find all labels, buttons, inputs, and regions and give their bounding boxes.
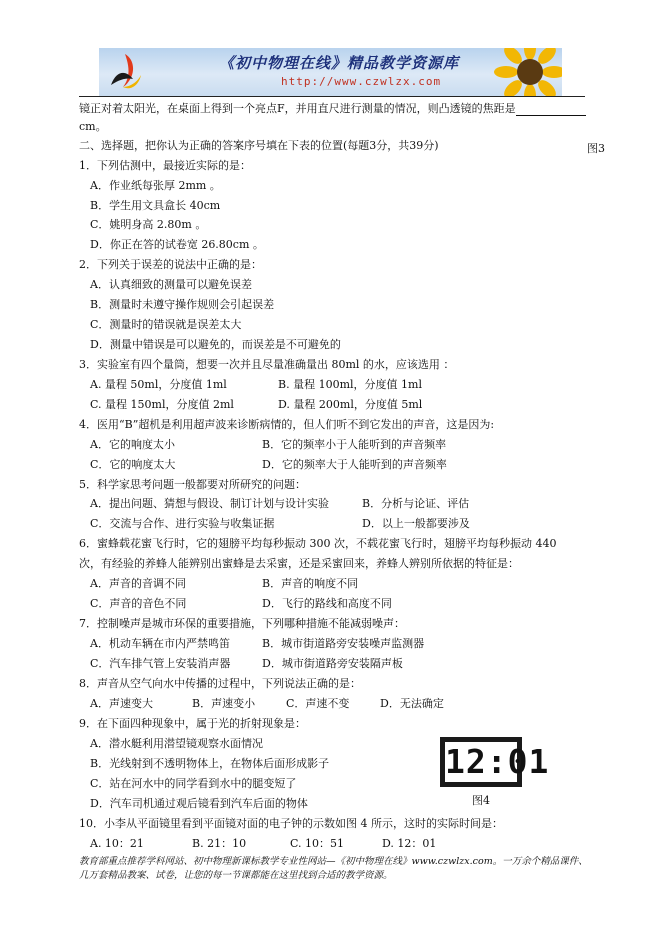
option-9b[interactable]: B．光线射到不透明物体上，在物体后面形成影子 bbox=[90, 757, 330, 770]
header-banner bbox=[99, 48, 562, 96]
option-4c[interactable]: C．它的响度太大 bbox=[90, 458, 176, 471]
section-heading: 二、选择题，把你认为正确的答案序号填在下表的位置(每题3分，共39分) bbox=[79, 139, 439, 152]
option-6a[interactable]: A．声音的音调不同 bbox=[90, 577, 186, 590]
sunflower-icon bbox=[490, 48, 562, 96]
digital-clock bbox=[440, 737, 550, 787]
figure-4-label: 图4 bbox=[472, 794, 490, 807]
question-7: 7．控制噪声是城市环保的重要措施，下列哪种措施不能减弱噪声： bbox=[79, 617, 405, 630]
option-2b[interactable]: B．测量时未遵守操作规则会引起误差 bbox=[90, 298, 275, 311]
option-4d[interactable]: D．它的频率大于人能听到的声音频率 bbox=[262, 458, 447, 471]
option-8b[interactable]: B．声速变小 bbox=[192, 697, 256, 710]
option-10d[interactable]: D. 12：01 bbox=[382, 837, 437, 850]
question-4: 4．医用“B”超机是利用超声波来诊断病情的，但人们听不到它发出的声音，这是因为: bbox=[79, 418, 495, 431]
option-7b[interactable]: B．城市街道路旁安装噪声监测器 bbox=[262, 637, 425, 650]
question-5: 5．科学家思考问题一般都要对所研究的问题： bbox=[79, 478, 306, 491]
option-8a[interactable]: A．声速变大 bbox=[90, 697, 153, 710]
option-5d[interactable]: D．以上一般都要涉及 bbox=[362, 517, 470, 530]
option-1c[interactable]: C．姚明身高 2.80m 。 bbox=[90, 218, 207, 231]
question-2: 2．下列关于误差的说法中正确的是： bbox=[79, 258, 262, 271]
option-9c[interactable]: C．站在河水中的同学看到水中的腿变短了 bbox=[90, 777, 297, 790]
intro-text: 镜正对着太阳光，在桌面上得到一个亮点F，并用直尺进行测量的情况，则凸透镜的焦距是 bbox=[79, 102, 516, 115]
intro-line bbox=[79, 102, 586, 116]
header-rule bbox=[79, 96, 585, 97]
banner-title: 《初中物理在线》精品教学资源库 bbox=[219, 54, 460, 72]
option-8c[interactable]: C．声速不变 bbox=[286, 697, 350, 710]
question-6: 6．蜜蜂载花蜜飞行时，它的翅膀平均每秒振动 300 次，不载花蜜飞行时，翅膀平均每秒振动 440 bbox=[79, 537, 557, 550]
question-10: 10．小李从平面镜里看到平面镜对面的电子钟的示数如图 4 所示，这时的实际时间是： bbox=[79, 817, 503, 830]
option-9a[interactable]: A．潜水艇利用潜望镜观察水面情况 bbox=[90, 737, 263, 750]
option-2d[interactable]: D．测量中错误是可以避免的，而误差是不可避免的 bbox=[90, 338, 341, 351]
option-5c[interactable]: C．交流与合作、进行实验与收集证据 bbox=[90, 517, 275, 530]
option-10c[interactable]: C. 10：51 bbox=[290, 837, 345, 850]
option-6c[interactable]: C．声音的音色不同 bbox=[90, 597, 187, 610]
option-3a[interactable]: A. 量程 50ml，分度值 1ml bbox=[90, 378, 227, 391]
site-logo-icon bbox=[103, 51, 147, 93]
question-1: 1．下列估测中，最接近实际的是： bbox=[79, 159, 251, 172]
option-4a[interactable]: A．它的响度太小 bbox=[90, 438, 175, 451]
clock-face bbox=[445, 742, 550, 782]
figure-3-label: 图3 bbox=[587, 142, 605, 155]
option-1a[interactable]: A．作业纸每张厚 2mm 。 bbox=[90, 179, 221, 192]
option-3c[interactable]: C. 量程 150ml，分度值 2ml bbox=[90, 398, 234, 411]
footer-line-2: 几万套精品教案、试卷，让您的每一节课都能在这里找到合适的教学资源。 bbox=[79, 870, 393, 881]
option-6d[interactable]: D．飞行的路线和高度不同 bbox=[262, 597, 392, 610]
option-4b[interactable]: B．它的频率小于人能听到的声音频率 bbox=[262, 438, 447, 451]
option-3b[interactable]: B. 量程 100ml，分度值 1ml bbox=[278, 378, 422, 391]
option-9d[interactable]: D．汽车司机通过观后镜看到汽车后面的物体 bbox=[90, 797, 308, 810]
option-7d[interactable]: D．城市街道路旁安装隔声板 bbox=[262, 657, 403, 670]
answer-blank[interactable] bbox=[516, 103, 586, 116]
clock-display: 12:01 bbox=[445, 742, 550, 781]
question-6-cont: 次，有经验的养蜂人能辨别出蜜蜂是去采蜜，还是采蜜回来，养蜂人辨别所依据的特征是： bbox=[79, 557, 519, 570]
option-2a[interactable]: A．认真细致的测量可以避免误差 bbox=[90, 278, 252, 291]
option-10a[interactable]: A. 10：21 bbox=[90, 837, 144, 850]
option-8d[interactable]: D．无法确定 bbox=[380, 697, 444, 710]
option-3d[interactable]: D. 量程 200ml，分度值 5ml bbox=[278, 398, 423, 411]
option-2c[interactable]: C．测量时的错误就是误差太大 bbox=[90, 318, 242, 331]
option-1d[interactable]: D．你正在答的试卷宽 26.80cm 。 bbox=[90, 238, 264, 251]
option-6b[interactable]: B．声音的响度不同 bbox=[262, 577, 359, 590]
option-5a[interactable]: A．提出问题、猜想与假设、制订计划与设计实验 bbox=[90, 497, 329, 510]
footer-line-1: 教育部重点推荐学科网站、初中物理新课标教学专业性网站—《初中物理在线》www.czwlzx.com。一万余个精品课件、 bbox=[79, 856, 588, 867]
option-5b[interactable]: B．分析与论证、评估 bbox=[362, 497, 470, 510]
question-3: 3．实验室有四个量筒，想要一次并且尽量准确量出 80ml 的水，应该选用 ： bbox=[79, 358, 455, 371]
option-7c[interactable]: C．汽车排气管上安装消声器 bbox=[90, 657, 231, 670]
banner-url[interactable]: http://www.czwlzx.com bbox=[281, 75, 442, 88]
option-1b[interactable]: B．学生用文具盒长 40cm bbox=[90, 199, 221, 212]
option-7a[interactable]: A．机动车辆在市内严禁鸣笛 bbox=[90, 637, 230, 650]
intro-unit: cm。 bbox=[79, 120, 107, 133]
question-9: 9．在下面四种现象中，属于光的折射现象是： bbox=[79, 717, 306, 730]
question-8: 8．声音从空气向水中传播的过程中，下列说法正确的是： bbox=[79, 677, 361, 690]
option-10b[interactable]: B. 21：10 bbox=[192, 837, 247, 850]
